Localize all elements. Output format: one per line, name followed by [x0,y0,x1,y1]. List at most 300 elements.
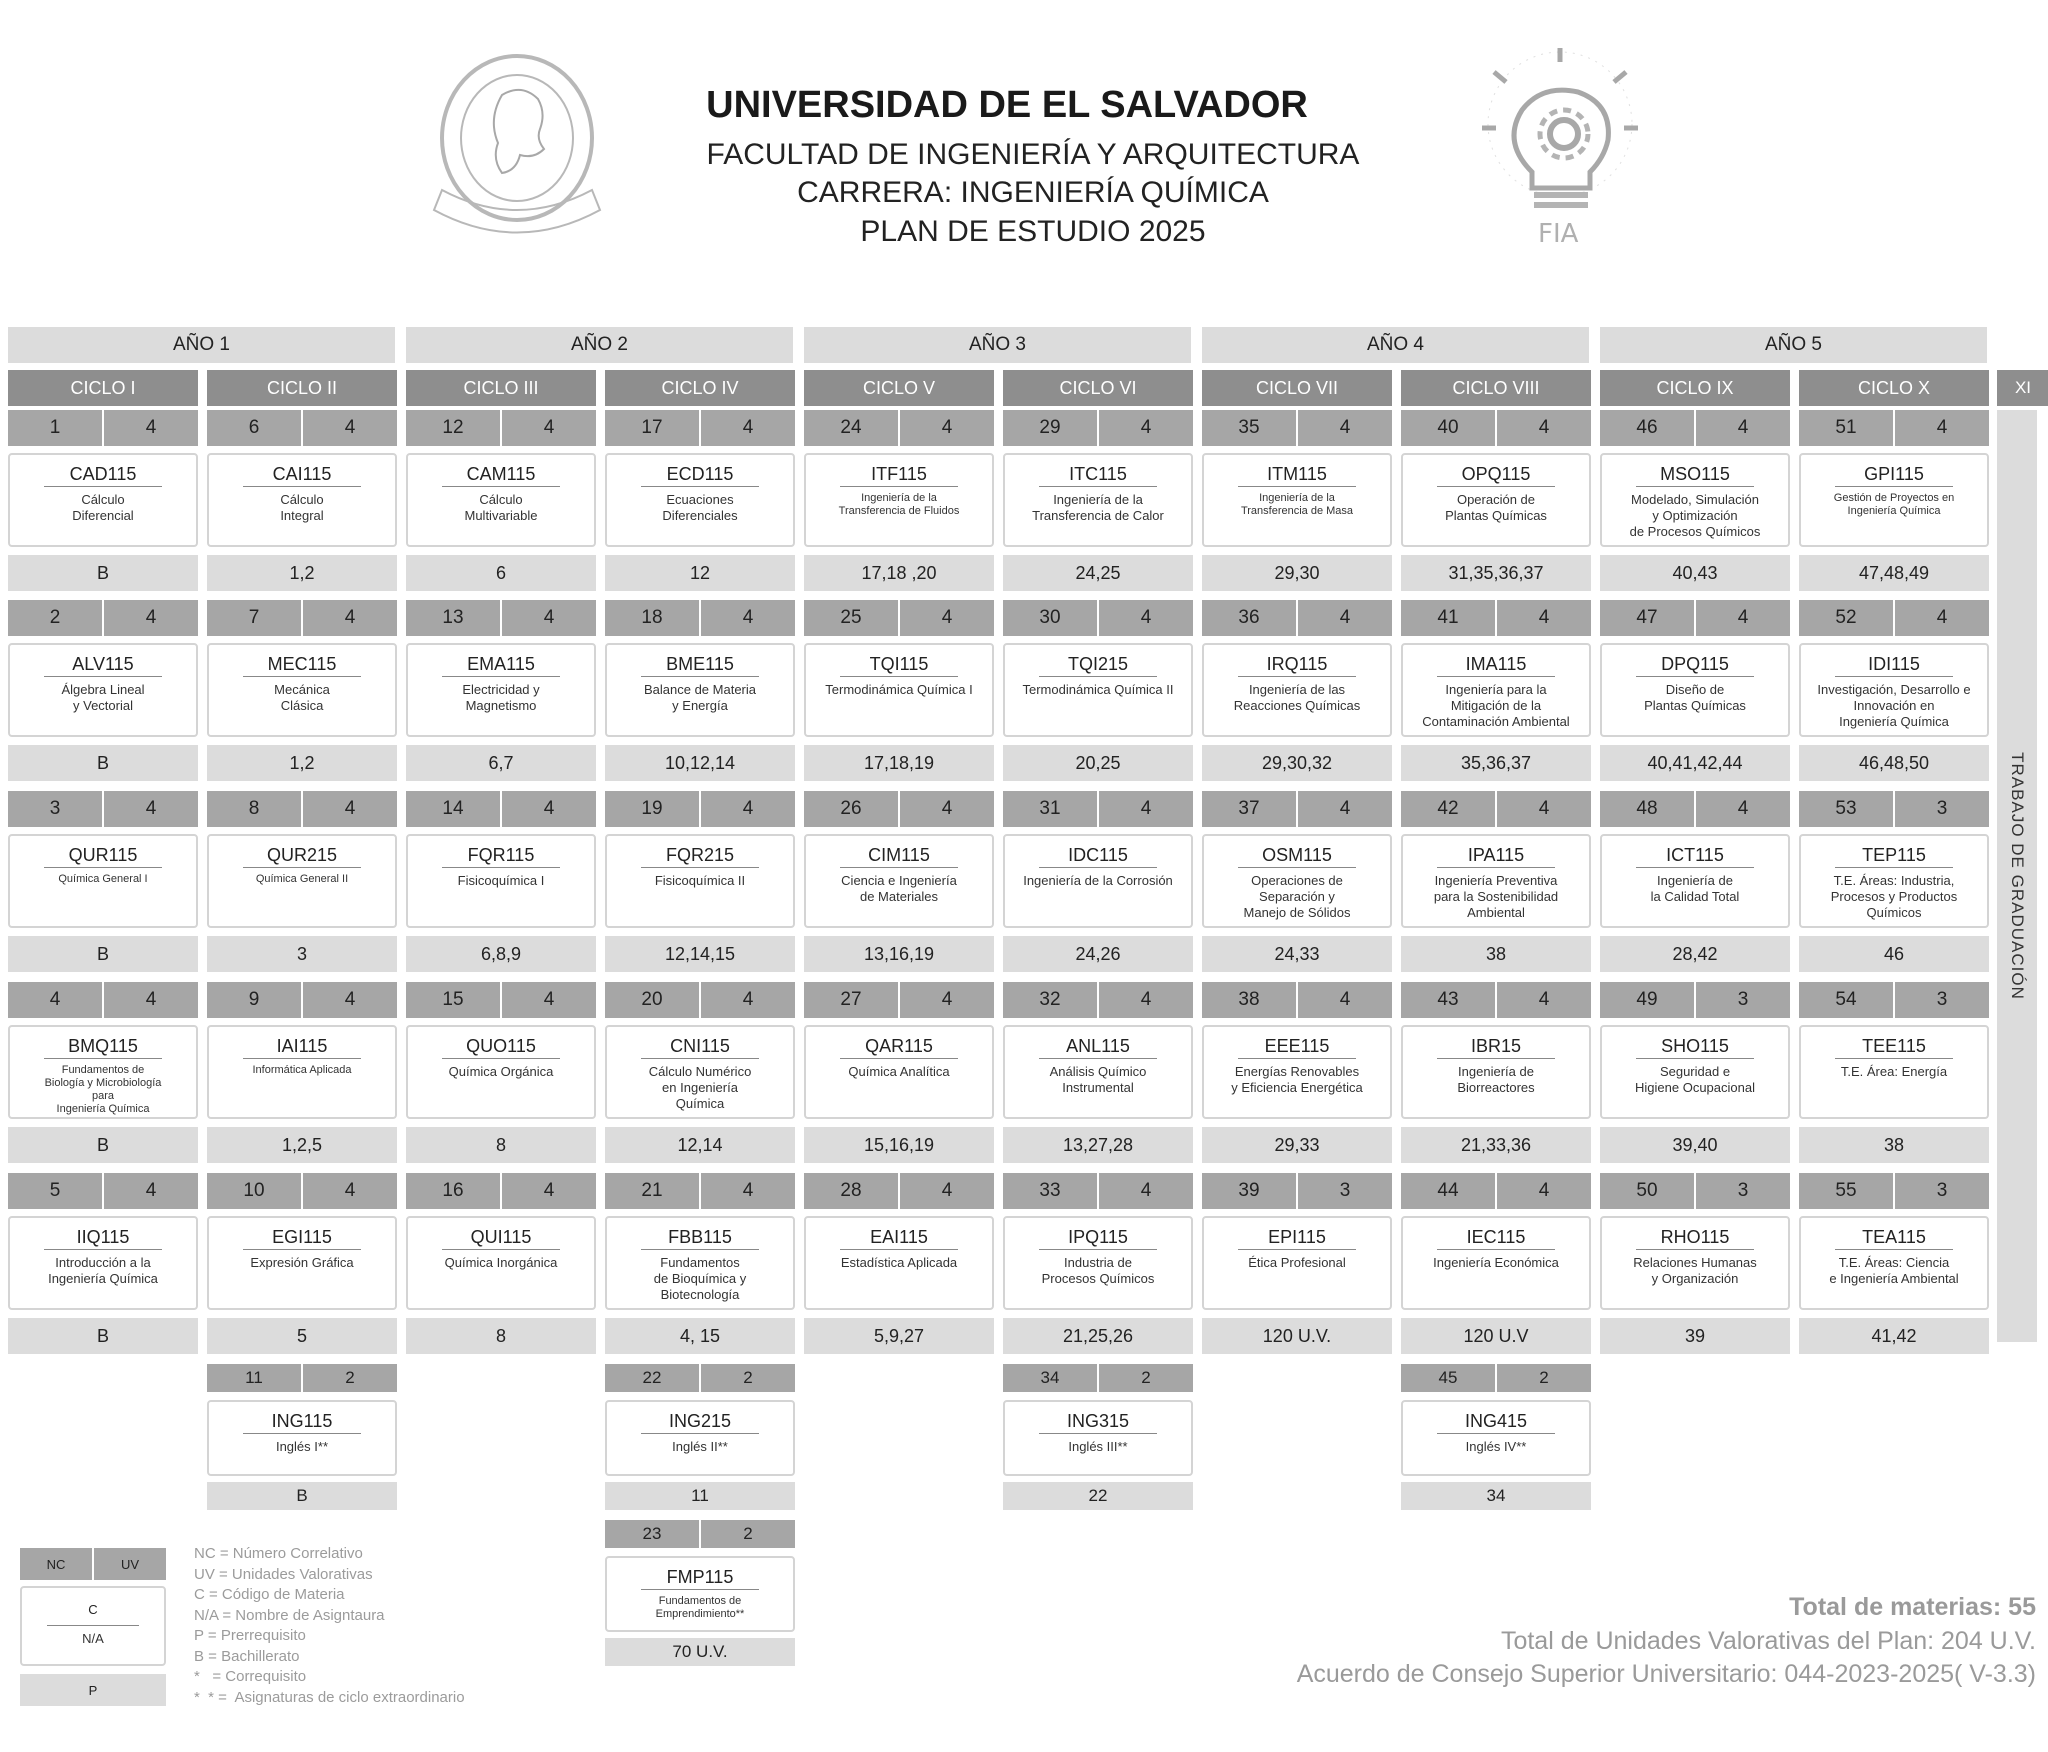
year-header: AÑO 1 [8,327,395,363]
course-uv: 4 [344,417,356,438]
course-card[interactable] [1799,834,1989,928]
course-uv: 2 [345,1368,355,1387]
course-code: IBR15 [1437,1036,1555,1059]
course-nc: 43 [1401,982,1497,1018]
course-nc: 36 [1202,600,1298,636]
course-uv: 4 [344,989,356,1010]
course-card[interactable] [406,453,596,547]
course-uv: 4 [145,989,157,1010]
course-nc: 1 [8,410,104,446]
course-prerequisite: 1,2,5 [207,1127,397,1163]
course-uv: 3 [1737,989,1749,1010]
course-code: CIM115 [840,845,958,868]
course-uv: 4 [1936,607,1948,628]
course-code: IEC115 [1437,1227,1555,1250]
course-card[interactable] [605,453,795,547]
course-card[interactable] [1202,453,1392,547]
total-units: Total de Unidades Valorativas del Plan: 204 U.V. [1500,1627,2036,1655]
course-card[interactable] [1600,453,1790,547]
course-nc: 47 [1600,600,1696,636]
course-card[interactable] [804,834,994,928]
course-nc: 13 [406,600,502,636]
course-uv: 3 [1936,989,1948,1010]
course-card[interactable] [1401,453,1591,547]
course-number-bar [1799,791,1989,827]
course-code: QUR115 [44,845,162,868]
course-uv: 2 [1539,1368,1549,1387]
course-uv: 4 [543,607,555,628]
course-prerequisite: 40,41,42,44 [1600,745,1790,781]
course-number-bar [1202,982,1392,1018]
course-card[interactable] [1799,1216,1989,1310]
legend-prereq: P [20,1674,166,1706]
course-uv: 4 [941,798,953,819]
course-prerequisite: 24,33 [1202,936,1392,972]
course-name: Seguridad e Higiene Ocupacional [1635,1064,1755,1095]
course-number-bar [8,982,198,1018]
course-code: ING215 [641,1411,759,1434]
course-prerequisite: 39,40 [1600,1127,1790,1163]
course-number-bar [1401,410,1591,446]
course-number-bar [605,410,795,446]
course-name: Ingeniería de la Transferencia de Calor [1032,492,1164,523]
course-number-bar [1003,1173,1193,1209]
course-uv: 3 [1936,1180,1948,1201]
course-name: Ingeniería de la Calidad Total [1650,873,1740,904]
course-code: IDI115 [1835,654,1953,677]
course-nc: 28 [804,1173,900,1209]
course-card[interactable] [406,1025,596,1119]
course-card[interactable] [1003,1400,1193,1476]
course-name: Ingeniería Económica [1433,1255,1559,1270]
course-nc: 49 [1600,982,1696,1018]
course-code: QAR115 [840,1036,958,1059]
course-name: Balance de Materia y Energía [643,682,756,713]
course-name: Química Analítica [848,1064,950,1079]
course-card[interactable] [605,643,795,737]
course-code: ICT115 [1636,845,1754,868]
course-card[interactable] [605,1025,795,1119]
course-card[interactable] [1600,643,1790,737]
course-code: FQR115 [442,845,560,868]
course-card[interactable] [1799,1025,1989,1119]
course-name: Relaciones Humanas y Organización [1633,1255,1757,1286]
course-number-bar [207,982,397,1018]
university-seal-logo [432,50,602,250]
course-code: SHO115 [1636,1036,1754,1059]
course-prerequisite: B [8,745,198,781]
course-prerequisite: 15,16,19 [804,1127,994,1163]
course-prerequisite: 3 [207,936,397,972]
course-number-bar [1401,1364,1591,1392]
course-prerequisite: B [8,936,198,972]
course-prerequisite: 8 [406,1318,596,1354]
course-code: ING415 [1437,1411,1555,1434]
course-name: Operaciones de Separación y Manejo de Sólidos [1243,873,1351,920]
course-prerequisite: 17,18 ,20 [804,555,994,591]
course-code: IAI115 [243,1036,361,1059]
course-number-bar [8,1173,198,1209]
cycle-header: CICLO X [1799,370,1989,406]
course-nc: 33 [1003,1173,1099,1209]
course-card[interactable] [605,834,795,928]
faculty-title: FACULTAD DE INGENIERÍA Y ARQUITECTURA [706,138,1360,171]
course-number-bar [406,1173,596,1209]
course-number-bar [1003,600,1193,636]
course-prerequisite: 5,9,27 [804,1318,994,1354]
course-number-bar [804,1173,994,1209]
course-code: TEE115 [1835,1036,1953,1059]
course-nc: 41 [1401,600,1497,636]
course-prerequisite: 120 U.V [1401,1318,1591,1354]
course-nc: 21 [605,1173,701,1209]
course-card[interactable] [804,453,994,547]
course-name: Química General II [255,873,349,885]
course-uv: 4 [1339,798,1351,819]
course-code: MSO115 [1636,464,1754,487]
course-uv: 4 [145,607,157,628]
course-name: T.E. Áreas: Industria, Procesos y Productos Químicos [1830,873,1958,920]
course-prerequisite: 46,48,50 [1799,745,1989,781]
course-code: ITF115 [840,464,958,487]
course-code: CAI115 [243,464,361,487]
course-uv: 4 [344,1180,356,1201]
course-name: Inglés I** [275,1439,329,1454]
course-code: TEP115 [1835,845,1953,868]
course-nc: 18 [605,600,701,636]
course-card[interactable] [406,834,596,928]
course-number-bar [207,1364,397,1392]
course-card[interactable] [8,834,198,928]
graduation-work-label: TRABAJO DE GRADUACIÓN [2008,752,2027,1000]
course-prerequisite: 13,16,19 [804,936,994,972]
course-card[interactable] [804,1216,994,1310]
course-nc: 34 [1003,1364,1099,1392]
course-nc: 29 [1003,410,1099,446]
course-prerequisite: 24,26 [1003,936,1193,972]
course-nc: 42 [1401,791,1497,827]
course-prerequisite: 8 [406,1127,596,1163]
course-prerequisite: 31,35,36,37 [1401,555,1591,591]
course-card[interactable] [1799,643,1989,737]
course-card[interactable] [605,1216,795,1310]
course-uv: 3 [1339,1180,1351,1201]
course-code: MEC115 [243,654,361,677]
course-prerequisite: 1,2 [207,745,397,781]
course-card[interactable] [8,1216,198,1310]
course-prerequisite: 12,14,15 [605,936,795,972]
course-card[interactable] [1003,1216,1193,1310]
course-uv: 4 [543,417,555,438]
course-card[interactable] [1401,643,1591,737]
course-card[interactable] [207,1025,397,1119]
course-card[interactable] [804,1025,994,1119]
course-prerequisite: 13,27,28 [1003,1127,1193,1163]
course-card[interactable] [605,1400,795,1476]
course-name: Termodinámica Química II [1022,682,1174,697]
course-uv: 4 [941,607,953,628]
course-card[interactable] [1401,834,1591,928]
course-nc: 54 [1799,982,1895,1018]
course-name: T.E. Áreas: Ciencia e Ingeniería Ambiental [1829,1255,1959,1286]
course-nc: 9 [207,982,303,1018]
course-number-bar [804,791,994,827]
course-uv: 4 [1538,1180,1550,1201]
plan-title: PLAN DE ESTUDIO 2025 [860,215,1206,248]
course-number-bar [804,982,994,1018]
course-number-bar [1600,410,1790,446]
course-number-bar [1600,600,1790,636]
course-prerequisite: 34 [1401,1482,1591,1510]
course-code: QUI115 [442,1227,560,1250]
course-uv: 4 [543,989,555,1010]
course-card[interactable] [1401,1025,1591,1119]
course-code: TQI115 [840,654,958,677]
course-code: FMP115 [641,1567,759,1590]
course-prerequisite: B [8,1318,198,1354]
course-code: IIQ115 [44,1227,162,1250]
course-card[interactable] [406,1216,596,1310]
course-name: Química Inorgánica [444,1255,558,1270]
course-card[interactable] [1202,1216,1392,1310]
course-name: Fundamentos de Emprendimiento** [655,1595,745,1620]
course-card[interactable] [804,643,994,737]
course-prerequisite: 6 [406,555,596,591]
course-number-bar [1003,410,1193,446]
course-card[interactable] [1401,1216,1591,1310]
course-name: Inglés III** [1068,1439,1128,1454]
course-prerequisite: 12 [605,555,795,591]
course-number-bar [8,410,198,446]
course-number-bar [1202,1173,1392,1209]
course-prerequisite: 28,42 [1600,936,1790,972]
course-uv: 4 [1538,798,1550,819]
course-number-bar [1003,1364,1193,1392]
course-code: EAI115 [840,1227,958,1250]
course-code: TQI215 [1039,654,1157,677]
course-number-bar [605,982,795,1018]
course-uv: 4 [1936,417,1948,438]
course-prerequisite: 35,36,37 [1401,745,1591,781]
course-prerequisite: 6,8,9 [406,936,596,972]
course-nc: 7 [207,600,303,636]
course-card[interactable] [1401,1400,1591,1476]
course-code: CAM115 [442,464,560,487]
course-number-bar [605,1173,795,1209]
course-uv: 4 [1140,989,1152,1010]
legend-course-box [20,1586,166,1666]
course-code: EMA115 [442,654,560,677]
course-uv: 4 [1140,1180,1152,1201]
course-name: Ingeniería de las Reacciones Químicas [1233,682,1361,713]
course-number-bar [1202,600,1392,636]
legend-nc: NC [20,1548,94,1580]
course-code: OPQ115 [1437,464,1555,487]
course-code: BMQ115 [44,1036,162,1059]
course-card[interactable] [1202,834,1392,928]
cycle-header: CICLO II [207,370,397,406]
course-name: Ingeniería de la Transferencia de Masa [1240,492,1354,517]
course-name: Informática Aplicada [252,1064,352,1076]
cycle-header: CICLO III [406,370,596,406]
course-code: IMA115 [1437,654,1555,677]
cycle-header: CICLO I [8,370,198,406]
course-code: ALV115 [44,654,162,677]
year-header: AÑO 2 [406,327,793,363]
course-nc: 40 [1401,410,1497,446]
course-card[interactable] [1202,1025,1392,1119]
course-number-bar [1799,600,1989,636]
course-code: EPI115 [1238,1227,1356,1250]
cycle-header: CICLO IV [605,370,795,406]
course-card[interactable] [1799,453,1989,547]
course-name: Ingeniería de la Corrosión [1023,873,1173,888]
course-name: Ecuaciones Diferenciales [662,492,738,523]
course-uv: 4 [1538,989,1550,1010]
course-uv: 4 [941,417,953,438]
course-nc: 17 [605,410,701,446]
course-uv: 4 [742,417,754,438]
course-code: ITM115 [1238,464,1356,487]
course-number-bar [406,791,596,827]
course-card[interactable] [605,1556,795,1632]
course-number-bar [207,410,397,446]
course-card[interactable] [207,643,397,737]
course-nc: 25 [804,600,900,636]
course-number-bar [1600,791,1790,827]
course-uv: 4 [543,798,555,819]
course-card[interactable] [207,834,397,928]
course-prerequisite: 29,30 [1202,555,1392,591]
course-uv: 4 [543,1180,555,1201]
legend-nc-uv [20,1548,166,1580]
total-subjects: Total de materias: 55 [1789,1593,2036,1621]
course-nc: 35 [1202,410,1298,446]
course-name: Fundamentos de Bioquímica y Biotecnología [653,1255,747,1302]
course-code: CNI115 [641,1036,759,1059]
course-uv: 4 [1737,607,1749,628]
course-name: Ciencia e Ingeniería de Materiales [841,873,957,904]
course-nc: 2 [8,600,104,636]
course-nc: 38 [1202,982,1298,1018]
course-code: CAD115 [44,464,162,487]
course-number-bar [1600,1173,1790,1209]
course-uv: 4 [1339,607,1351,628]
council-agreement: Acuerdo de Consejo Superior Universitario: 044-2023-2025( V-3.3) [1296,1660,2036,1688]
course-name: Inglés II** [672,1439,728,1454]
course-uv: 4 [1339,417,1351,438]
year-header: AÑO 5 [1600,327,1987,363]
course-nc: 50 [1600,1173,1696,1209]
course-prerequisite: 12,14 [605,1127,795,1163]
course-code: ECD115 [641,464,759,487]
year-header: AÑO 3 [804,327,1191,363]
course-nc: 5 [8,1173,104,1209]
course-number-bar [1799,1173,1989,1209]
course-code: TEA115 [1835,1227,1953,1250]
course-prerequisite: 17,18,19 [804,745,994,781]
course-uv: 2 [743,1524,753,1543]
legend-code: C [47,1602,139,1626]
course-prerequisite: 21,33,36 [1401,1127,1591,1163]
course-nc: 39 [1202,1173,1298,1209]
course-nc: 11 [207,1364,303,1392]
course-prerequisite: 120 U.V. [1202,1318,1392,1354]
course-code: EEE115 [1238,1036,1356,1059]
course-name: Fisicoquímica II [654,873,746,888]
course-card[interactable] [1003,453,1193,547]
course-number-bar [406,982,596,1018]
course-uv: 4 [941,1180,953,1201]
cycle-header: CICLO VIII [1401,370,1591,406]
course-card[interactable] [207,453,397,547]
course-card[interactable] [8,643,198,737]
course-number-bar [207,600,397,636]
course-nc: 20 [605,982,701,1018]
course-code: ING315 [1039,1411,1157,1434]
course-uv: 2 [1141,1368,1151,1387]
course-prerequisite: 24,25 [1003,555,1193,591]
course-number-bar [605,600,795,636]
course-code: OSM115 [1238,845,1356,868]
course-code: IDC115 [1039,845,1157,868]
course-name: Inglés IV** [1465,1439,1527,1454]
legend-name: N/A [82,1631,104,1646]
course-nc: 52 [1799,600,1895,636]
course-name: Investigación, Desarrollo e Innovación en Ingeniería Química [1817,682,1971,729]
course-card[interactable] [1003,834,1193,928]
course-name: Electricidad y Magnetismo [462,682,540,713]
course-prerequisite: 5 [207,1318,397,1354]
course-prerequisite: 38 [1401,936,1591,972]
course-card[interactable] [1003,1025,1193,1119]
course-number-bar [605,791,795,827]
course-uv: 4 [742,607,754,628]
course-card[interactable] [1600,1216,1790,1310]
course-card[interactable] [1600,834,1790,928]
course-card[interactable] [1600,1025,1790,1119]
course-name: Cálculo Diferencial [72,492,134,523]
course-uv: 4 [941,989,953,1010]
course-card[interactable] [8,453,198,547]
course-nc: 46 [1600,410,1696,446]
course-name: Termodinámica Química I [825,682,973,697]
course-name: Diseño de Plantas Químicas [1644,682,1746,713]
cycle-xi-header: XI [1997,370,2048,406]
course-name: Industria de Procesos Químicos [1041,1255,1155,1286]
course-name: Mecánica Clásica [274,682,330,713]
course-number-bar [605,1520,795,1548]
course-card[interactable] [8,1025,198,1119]
course-code: RHO115 [1636,1227,1754,1250]
course-card[interactable] [207,1216,397,1310]
course-code: QUR215 [243,845,361,868]
course-card[interactable] [207,1400,397,1476]
course-code: QUO115 [442,1036,560,1059]
course-prerequisite: 11 [605,1482,795,1510]
course-nc: 12 [406,410,502,446]
course-card[interactable] [1202,643,1392,737]
course-name: Gestión de Proyectos en Ingeniería Química [1833,492,1955,517]
course-nc: 48 [1600,791,1696,827]
cycle-header: CICLO VI [1003,370,1193,406]
course-prerequisite: 10,12,14 [605,745,795,781]
course-name: Energías Renovables y Eficiencia Energética [1231,1064,1363,1095]
university-title: UNIVERSIDAD DE EL SALVADOR [706,84,1308,126]
course-prerequisite: B [207,1482,397,1510]
course-card[interactable] [1003,643,1193,737]
course-card[interactable] [406,643,596,737]
